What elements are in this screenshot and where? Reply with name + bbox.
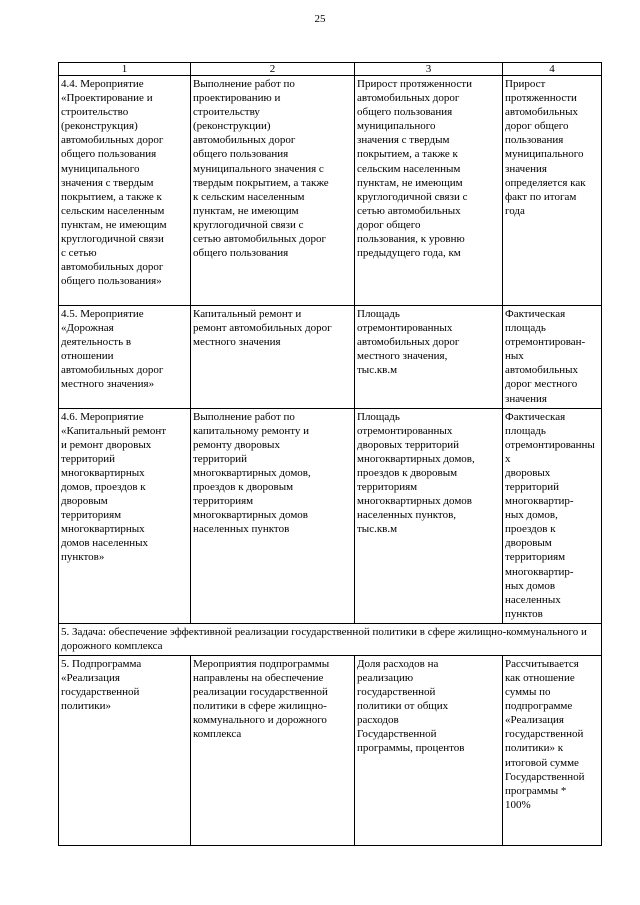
table-row (59, 76, 602, 306)
indicator-cell (355, 306, 503, 409)
measure-text: 4.5. Мероприятие «Дорожная деятельность в отношении автомобильных дорог местного значения» (61, 308, 164, 391)
indicator-cell (355, 655, 503, 845)
measure-text: 5. Подпрограмма «Реализация государственной политики» (61, 657, 142, 713)
header-cell-2: 2 (191, 63, 355, 76)
method-text: Фактическая площадь отремонтирован- ных автомобильных дорог местного значения (505, 308, 586, 405)
description-cell (191, 655, 355, 845)
header-cell-3: 3 (355, 63, 503, 76)
table-row (59, 306, 602, 409)
indicator-text: Площадь отремонтированных автомобильных дорог местного значения, тыс.кв.м (357, 308, 460, 377)
indicator-text: Площадь отремонтированных дворовых территорий многоквартирных домов, проездов к дворовым территориям многоквартирных домов населенных пунктов, тыс.кв.м (357, 410, 475, 536)
description-text: Мероприятия подпрограммы направлены на обеспечение реализации государственной политики в сфере жилищно- коммунального и дорожного комплекса (193, 657, 330, 741)
measure-cell (59, 655, 191, 845)
header-cell-4: 4 (503, 63, 602, 76)
measure-text: 4.6. Мероприятие «Капитальный ремонт и ремонт дворовых территорий многоквартирных домов, проездов к дворовым территориям многоквартирных домов населенных пунктов» (61, 410, 167, 564)
measure-cell (59, 76, 191, 306)
method-cell (503, 76, 602, 306)
method-text: Фактическая площадь отремонтированных дворовых территорий многоквартир- ных домов, проездов к дворовым территориям многоквартир- ных домов населенных пунктов (505, 410, 595, 620)
indicator-cell (355, 76, 503, 306)
header-cell-1: 1 (59, 63, 191, 76)
task-cell: 5. Задача: обеспечение эффективной реализации государственной политики в сфере жилищно-коммунального и дорожного комплекса (59, 623, 602, 655)
description-text: Капитальный ремонт и ремонт автомобильных дорог местного значения (193, 308, 332, 349)
indicator-text: Прирост протяженности автомобильных дорог общего пользования муниципального значения с твердым покрытием, а также к сельским населенным пунктам, не имеющим круглогодичной связи с сетью автомобильных дорог общего пользования, к уровню предыдущего года, км (357, 78, 472, 260)
description-text: Выполнение работ по проектированию и строительству (реконструкции) автомобильных дорог общего пользования муниципального значения с твердым покрытием, а также к сельским населенным пунктам, не имеющим круглогодичной связи с сетью автомобильных дорог общего пользования (193, 78, 329, 260)
measure-text: 4.4. Мероприятие «Проектирование и строительство (реконструкция) автомобильных дорог общего пользования муниципального значения с твердым покрытием, а также к сельским населенным пунктам, не имеющим круглогодичной связи с сетью автомобильных дорог общего пользования» (61, 78, 167, 288)
description-cell (191, 408, 355, 623)
task-row (59, 623, 602, 655)
description-cell (191, 76, 355, 306)
indicators-table (58, 62, 602, 846)
page-number: 25 (314, 13, 326, 25)
table-row (59, 655, 602, 845)
measure-cell (59, 408, 191, 623)
indicator-cell (355, 408, 503, 623)
description-text: Выполнение работ по капитальному ремонту и ремонту дворовых территорий многоквартирных домов, проездов к дворовым территориям многоквартирных домов населенных пунктов (193, 410, 311, 536)
indicator-text: Доля расходов на реализацию государственной политики от общих расходов Государственной программы, процентов (357, 657, 465, 755)
method-cell (503, 655, 602, 845)
method-cell (503, 408, 602, 623)
table-header-row (59, 63, 602, 76)
method-text: Прирост протяженности автомобильных дорог общего пользования муниципального значения определяется как факт по итогам года (505, 78, 586, 217)
description-cell (191, 306, 355, 409)
method-text: Рассчитывается как отношение суммы по подпрограмме «Реализация государственной политики» к итоговой сумме Государственной программы * 100% (505, 657, 585, 811)
method-cell (503, 306, 602, 409)
table-row (59, 408, 602, 623)
measure-cell (59, 306, 191, 409)
